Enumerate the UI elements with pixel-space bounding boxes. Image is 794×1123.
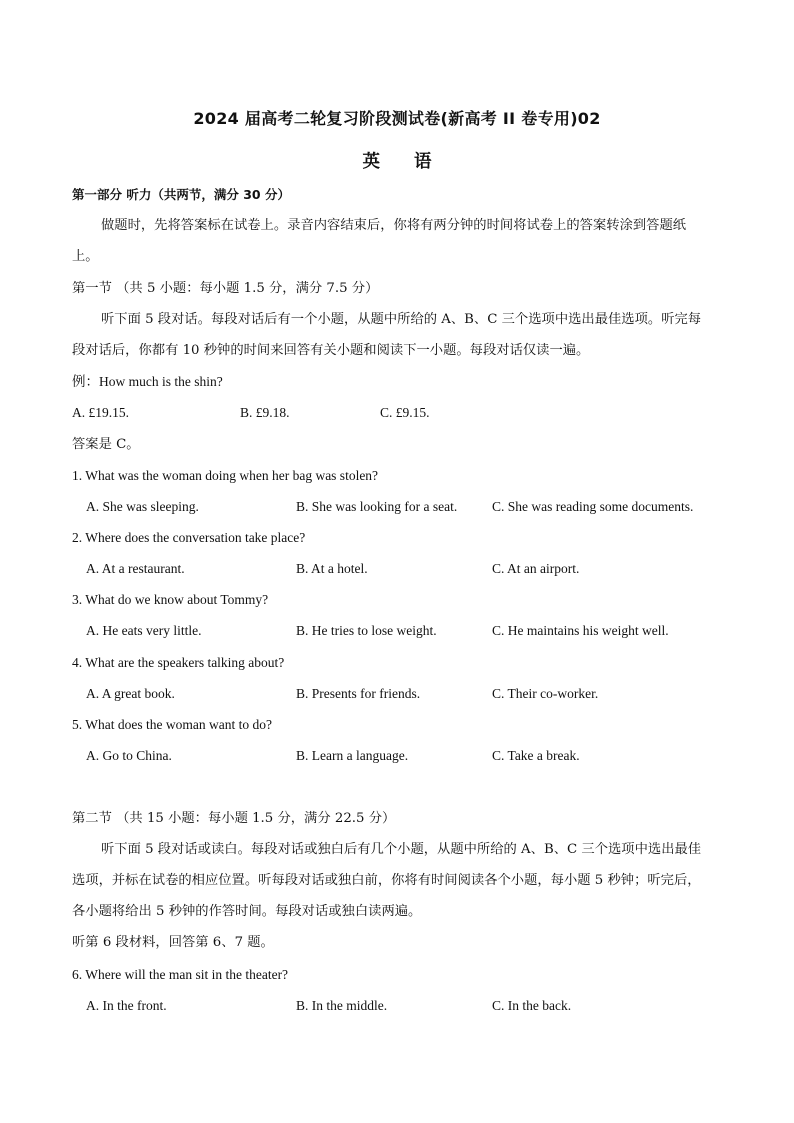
question-2-option-c: C. At an airport. xyxy=(492,561,580,576)
section2-instruction-line1: 听下面 5 段对话或读白。每段对话或独白后有几个小题，从题中所给的 A、B、C 三个选项中选出最佳 xyxy=(101,842,702,857)
question-6-option-b: B. In the middle. xyxy=(296,998,388,1013)
question-2: 2. Where does the conversation take place? xyxy=(72,530,306,545)
question-1-option-c: C. She was reading some documents. xyxy=(492,499,694,514)
question-1-option-b: B. She was looking for a seat. xyxy=(296,499,458,514)
question-5-option-c: C. Take a break. xyxy=(492,748,580,763)
exam-title: 2024 届高考二轮复习阶段测试卷(新高考 II 卷专用)02 xyxy=(193,109,601,128)
question-4-option-b: B. Presents for friends. xyxy=(296,686,421,701)
question-1-option-a: A. She was sleeping. xyxy=(86,499,199,514)
question-2-option-a: A. At a restaurant. xyxy=(86,561,185,576)
example-option-b: B. £9.18. xyxy=(240,405,290,420)
section2-heading: 第二节 （共 15 小题：每小题 1.5 分，满分 22.5 分） xyxy=(72,811,396,826)
question-5-option-b: B. Learn a language. xyxy=(296,748,409,763)
question-6-option-c: C. In the back. xyxy=(492,998,572,1013)
section1-instruction-line2: 段对话后，你都有 10 秒钟的时间来回答有关小题和阅读下一小题。每段对话仅读一遍。 xyxy=(72,343,590,358)
question-4: 4. What are the speakers talking about? xyxy=(72,655,285,670)
example-answer: 答案是 C。 xyxy=(72,437,140,452)
section1-instruction-line1: 听下面 5 段对话。每段对话后有一个小题，从题中所给的 A、B、C 三个选项中选出最佳选项。听完每 xyxy=(101,312,702,327)
question-3-option-b: B. He tries to lose weight. xyxy=(296,623,437,638)
part1-heading: 第一部分 听力（共两节，满分 30 分） xyxy=(72,187,290,202)
question-5-option-a: A. Go to China. xyxy=(86,748,172,763)
question-3: 3. What do we know about Tommy? xyxy=(72,592,269,607)
section2-instruction-line3: 各小题将给出 5 秒钟的作答时间。每段对话或独白读两遍。 xyxy=(72,904,422,919)
part1-instruction-line2: 上。 xyxy=(72,249,99,264)
material-6-label: 听第 6 段材料，回答第 6、7 题。 xyxy=(72,935,274,950)
question-2-option-b: B. At a hotel. xyxy=(296,561,368,576)
part1-instruction-line1: 做题时，先将答案标在试卷上。录音内容结束后，你将有两分钟的时间将试卷上的答案转涂到答题纸 xyxy=(101,218,687,233)
question-6: 6. Where will the man sit in the theater? xyxy=(72,967,289,982)
example-option-c: C. £9.15. xyxy=(380,405,430,420)
question-3-option-c: C. He maintains his weight well. xyxy=(492,623,669,638)
question-1: 1. What was the woman doing when her bag was stolen? xyxy=(72,468,379,483)
question-3-option-a: A. He eats very little. xyxy=(86,623,202,638)
example-option-a: A. £19.15. xyxy=(72,405,129,420)
subject-title: 英 语 xyxy=(362,152,446,172)
section2-instruction-line2: 选项，并标在试卷的相应位置。听每段对话或独白前，你将有时间阅读各个小题，每小题 5 秒钟；听完后， xyxy=(72,873,701,888)
question-5: 5. What does the woman want to do? xyxy=(72,717,272,732)
question-4-option-c: C. Their co-worker. xyxy=(492,686,599,701)
section1-heading: 第一节 （共 5 小题：每小题 1.5 分，满分 7.5 分） xyxy=(72,281,379,296)
question-4-option-a: A. A great book. xyxy=(86,686,175,701)
example-question: 例：How much is the shin? xyxy=(72,374,223,389)
question-6-option-a: A. In the front. xyxy=(86,998,167,1013)
